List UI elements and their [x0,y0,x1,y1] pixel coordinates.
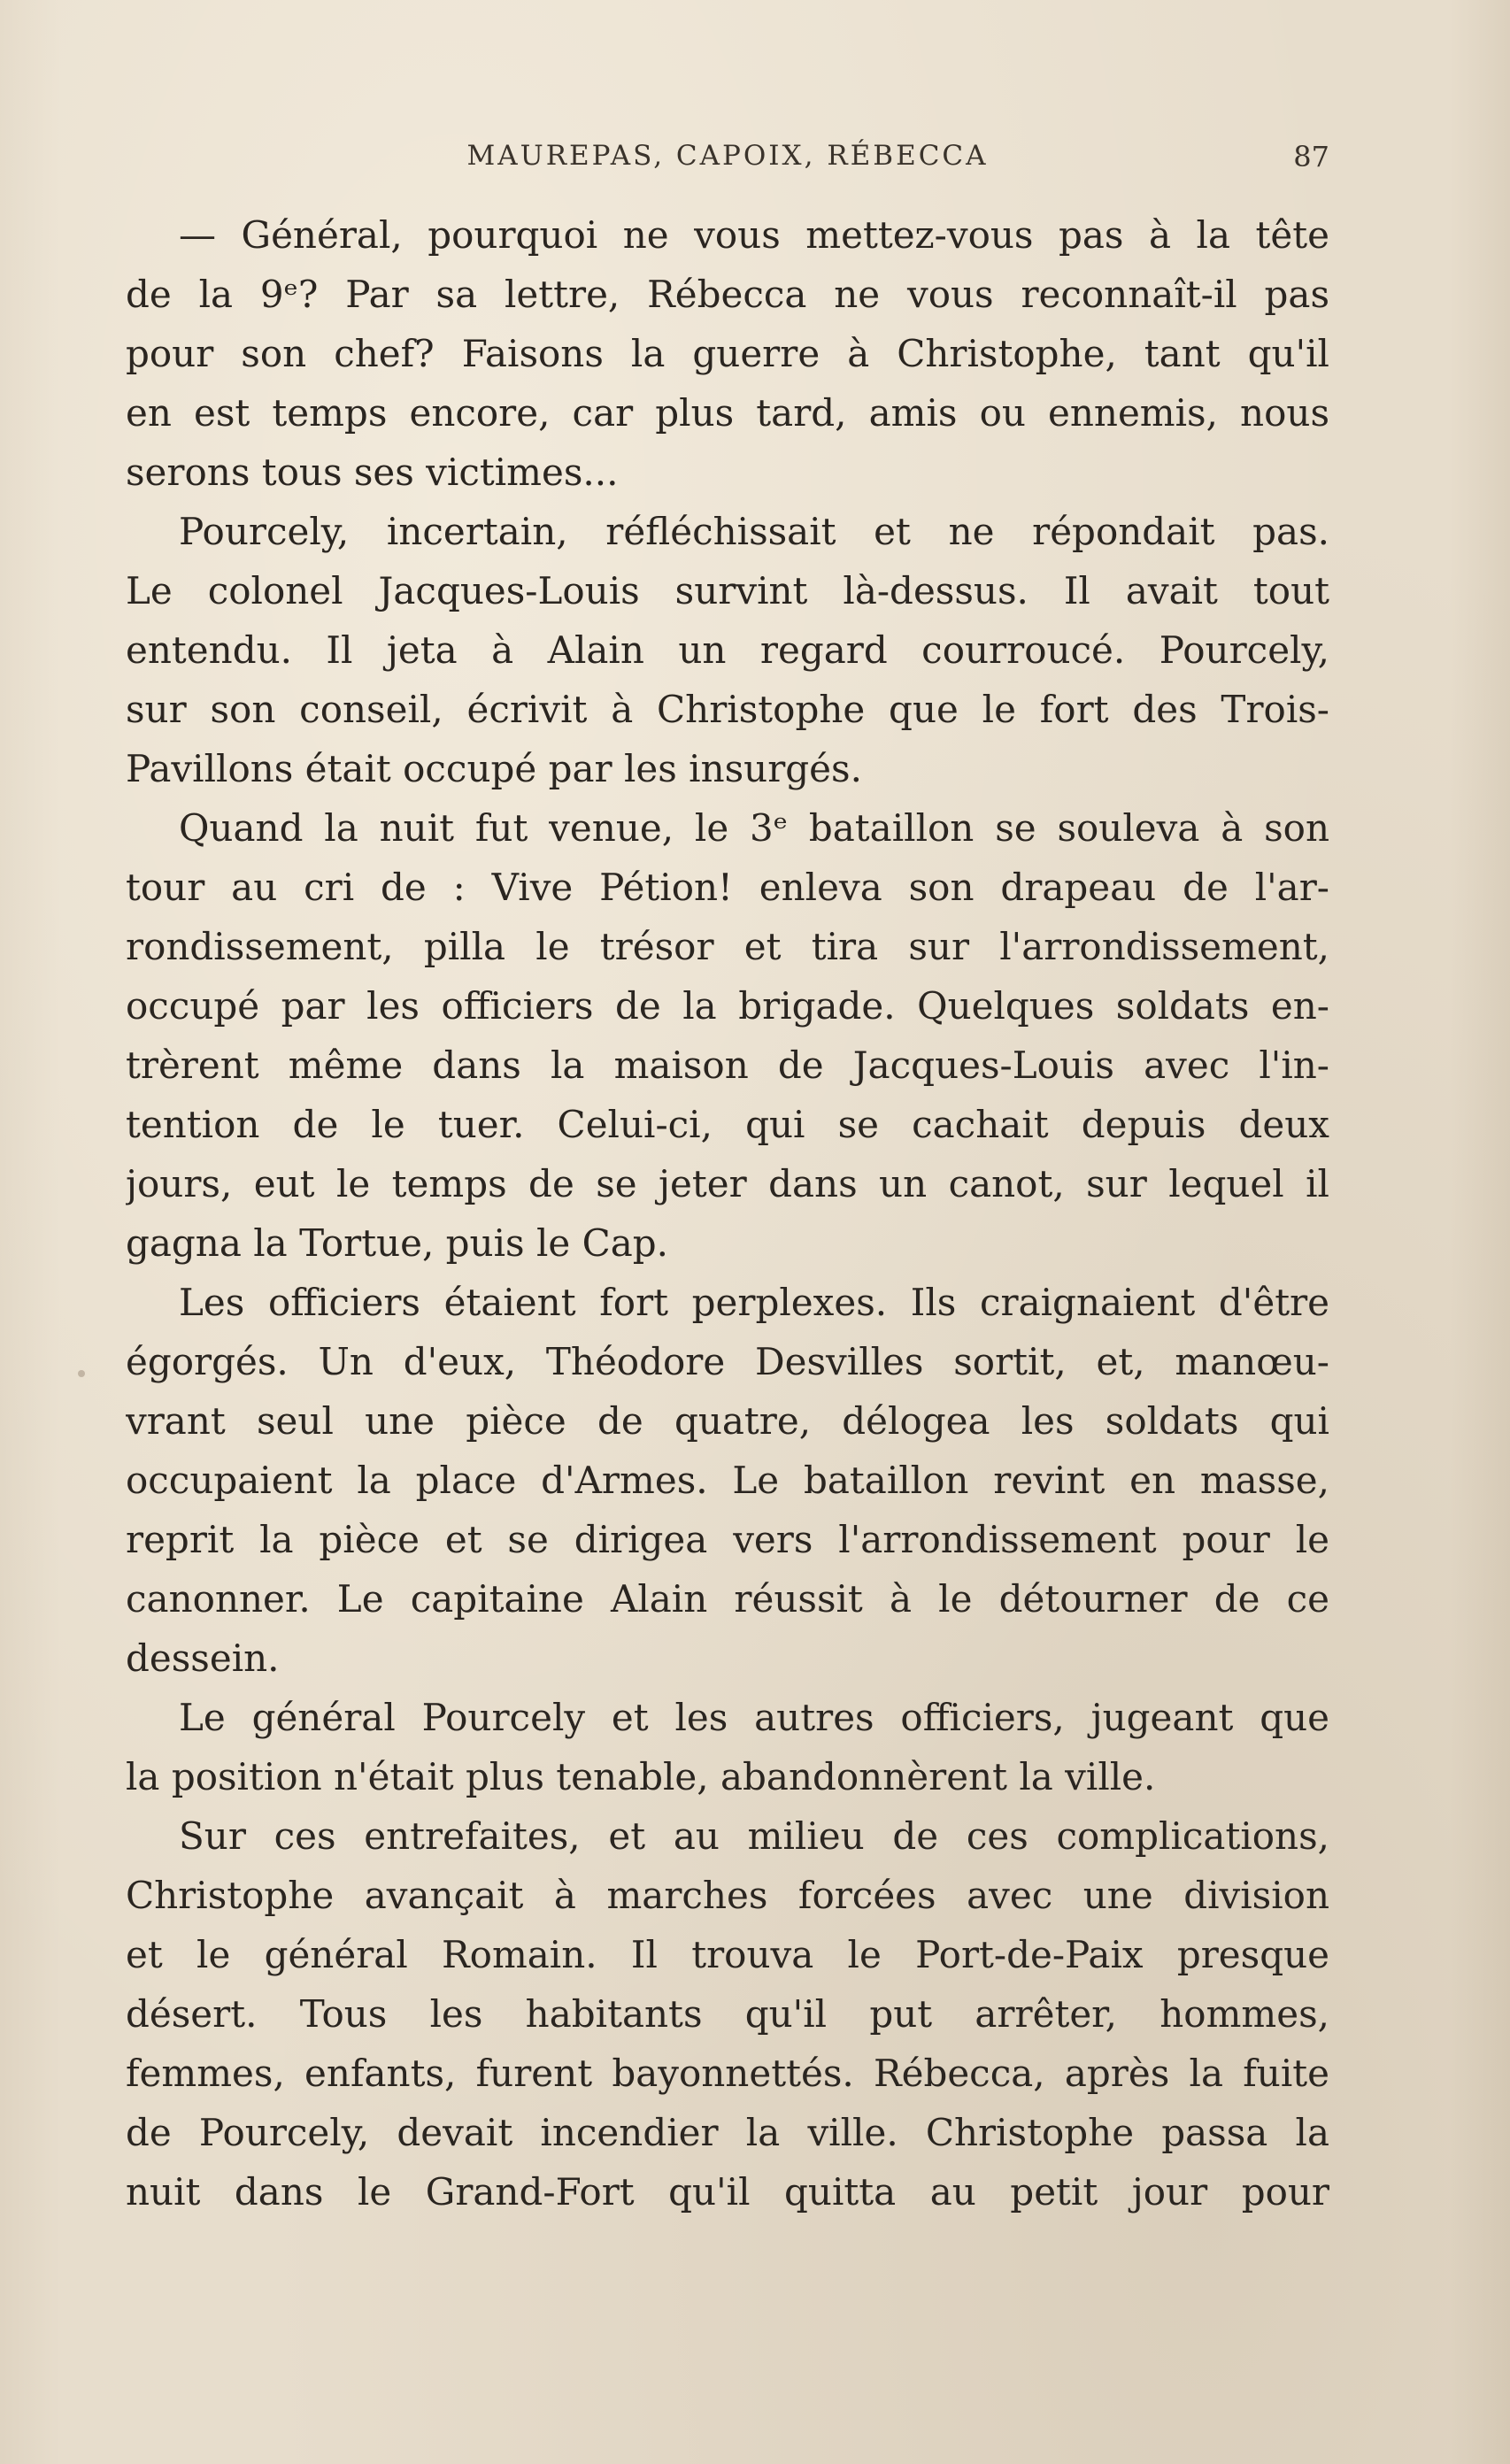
text-line: occupaient la place d'Armes. Le bataillon revint en masse, [126,1459,1329,1502]
text-line: Sur ces entrefaites, et au milieu de ces complications, [179,1814,1329,1858]
text-line: tour au cri de : Vive Pétion! enleva son drapeau de l'ar- [126,866,1329,909]
text-line: canonner. Le capitaine Alain réussit à le détourner de ce [126,1577,1329,1621]
text-line: — Général, pourquoi ne vous mettez-vous pas à la tête [179,213,1329,257]
text-line: nuit dans le Grand-Fort qu'il quitta au petit jour pour [126,2170,1329,2214]
text-line: de Pourcely, devait incendier la ville. Christophe passa la [126,2111,1329,2154]
text-line: la position n'était plus tenable, abandonnèrent la ville. [126,1755,1156,1798]
text-line: serons tous ses victimes... [126,450,619,494]
text-line: égorgés. Un d'eux, Théodore Desvilles sortit, et, manœu- [126,1340,1329,1383]
text-line: et le général Romain. Il trouva le Port-de-Paix presque [126,1933,1329,1976]
text-line: reprit la pièce et se dirigea vers l'arrondissement pour le [126,1518,1329,1561]
running-title: MAUREPAS, CAPOIX, RÉBECCA [466,140,989,172]
text-line: Le général Pourcely et les autres officiers, jugeant que [179,1696,1329,1739]
text-line: tention de le tuer. Celui-ci, qui se cachait depuis deux [126,1103,1329,1146]
text-line: Christophe avançait à marches forcées avec une division [126,1874,1329,1917]
text-line: Le colonel Jacques-Louis survint là-dessus. Il avait tout [126,569,1329,612]
text-line: entendu. Il jeta à Alain un regard courroucé. Pourcely, [126,628,1329,672]
text-line: femmes, enfants, furent bayonnettés. Rébecca, après la fuite [126,2052,1329,2095]
text-line: sur son conseil, écrivit à Christophe que le fort des Trois- [126,688,1329,731]
text-line: trèrent même dans la maison de Jacques-Louis avec l'in- [126,1043,1329,1087]
paper-smudge [78,1370,85,1377]
text-line: occupé par les officiers de la brigade. Quelques soldats en- [126,984,1329,1028]
text-line: désert. Tous les habitants qu'il put arrêter, hommes, [126,1992,1329,2036]
text-line: Les officiers étaient fort perplexes. Ils craignaient d'être [179,1281,1329,1324]
text-line: jours, eut le temps de se jeter dans un canot, sur lequel il [126,1162,1329,1205]
text-line: Quand la nuit fut venue, le 3ᵉ bataillon se souleva à son [179,806,1329,850]
text-line: vrant seul une pièce de quatre, délogea les soldats qui [126,1399,1329,1443]
body-text [126,205,1329,2221]
text-line: en est temps encore, car plus tard, amis ou ennemis, nous [126,391,1329,435]
text-line: gagna la Tortue, puis le Cap. [126,1221,668,1265]
page-number: 87 [1293,140,1329,173]
text-line: de la 9ᵉ? Par sa lettre, Rébecca ne vous reconnaît-il pas [126,273,1329,316]
text-line: rondissement, pilla le trésor et tira sur l'arrondissement, [126,925,1329,968]
text-line: Pourcely, incertain, réfléchissait et ne répondait pas. [179,510,1329,553]
running-head [126,140,1329,184]
text-line: dessein. [126,1636,280,1680]
text-line: Pavillons était occupé par les insurgés. [126,747,862,790]
text-line: pour son chef? Faisons la guerre à Christophe, tant qu'il [126,332,1329,375]
